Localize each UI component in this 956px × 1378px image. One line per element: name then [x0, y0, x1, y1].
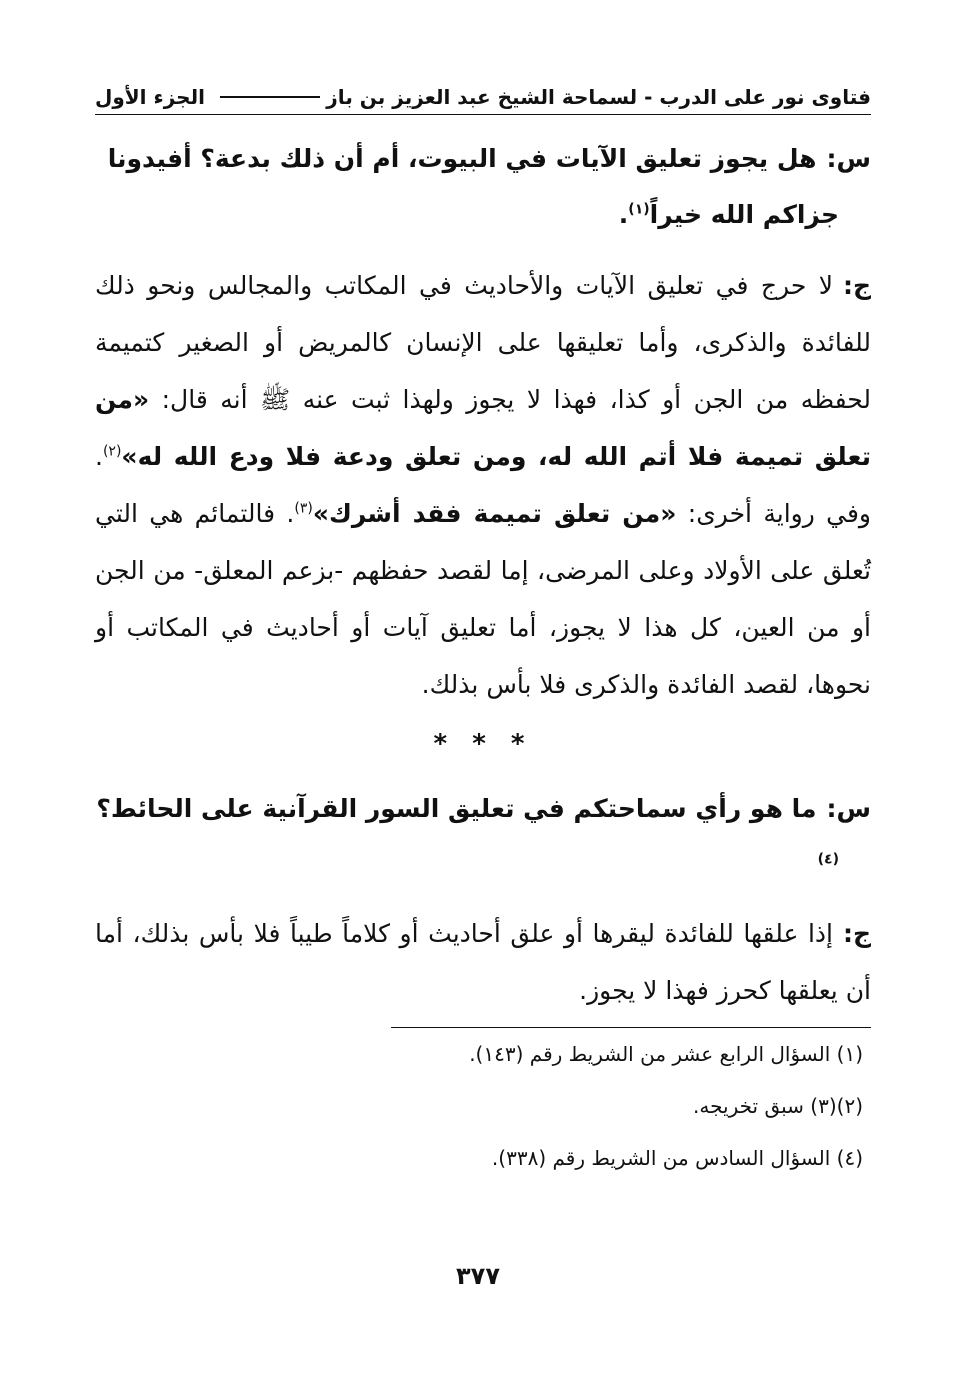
- answer-2-text: إذا علقها للفائدة ليقرها أو علق أحاديث أو كلاماً طيباً فلا بأس بذلك، أما أن يعلقها كحرز فهذا لا يجوز.: [95, 919, 871, 1005]
- book-title: فتاوى نور على الدرب - لسماحة الشيخ عبد العزيز بن باز: [326, 85, 871, 109]
- answer-2: [95, 905, 871, 1019]
- footnote-1: (١) السؤال الرابع عشر من الشريط رقم (١٤٣).: [469, 1042, 863, 1066]
- footnotes: [95, 1028, 871, 1184]
- question-marker: س:: [826, 794, 871, 823]
- question-1: [95, 131, 871, 243]
- footnote-ref: (٣): [294, 500, 313, 517]
- header-rule: [95, 114, 871, 115]
- running-header: [95, 82, 871, 112]
- header-dash-rule: [220, 96, 320, 98]
- question-1-end: .: [618, 200, 629, 229]
- header-title-group: [220, 82, 871, 112]
- answer-1-middle: . وفي رواية أخرى:: [95, 442, 871, 528]
- hadith-quote-1: «من تعلق تميمة فلا أتم الله له، ومن تعلق ودعة فلا ودع الله له»: [95, 385, 871, 471]
- section-separator: * * *: [433, 729, 533, 759]
- answer-marker: ج:: [842, 919, 871, 948]
- footnote-ref: (٤): [817, 851, 839, 868]
- question-1-text: هل يجوز تعليق الآيات في البيوت، أم أن ذلك بدعة؟ أفيدونا جزاكم الله خيراً: [107, 144, 839, 229]
- footnote-3: (٤) السؤال السادس من الشريط رقم (٣٣٨).: [491, 1146, 863, 1170]
- footnote-2: (٢)(٣) سبق تخريجه.: [693, 1094, 863, 1118]
- page-number: ٣٧٧: [456, 1262, 500, 1290]
- question-marker: س:: [826, 144, 871, 173]
- answer-1-part-1: لا حرج في تعليق الآيات والأحاديث في المكاتب والمجالس ونحو ذلك للفائدة والذكرى، وأما تعليقها على الإنسان كالمريض أو الصغير كتميمة لحفظه من الجن أو كذا، فهذا لا يجوز ولهذا ثبت عنه ﷺ أنه قال:: [95, 271, 872, 414]
- answer-1: [95, 257, 871, 713]
- footnote-ref: (٢): [102, 443, 122, 460]
- answer-marker: ج:: [842, 271, 871, 300]
- book-page: [95, 82, 871, 1184]
- footnote-ref: (١): [628, 201, 650, 218]
- volume-label: الجزء الأول: [95, 85, 205, 109]
- question-2: [95, 781, 871, 893]
- question-2-text: ما هو رأي سماحتكم في تعليق السور القرآنية على الحائط؟: [96, 794, 817, 823]
- hadith-quote-2: «من تعلق تميمة فقد أشرك»: [312, 499, 677, 528]
- answer-1-part-2: . فالتمائم هي التي تُعلق على الأولاد وعلى المرضى، إما لقصد حفظهم -بزعم المعلق- من الجن أو من العين، كل هذا لا يجوز، أما تعليق آيات أو أحاديث في المكاتب أو نحوها، لقصد الفائدة والذكرى فلا بأس بذلك.: [95, 499, 871, 699]
